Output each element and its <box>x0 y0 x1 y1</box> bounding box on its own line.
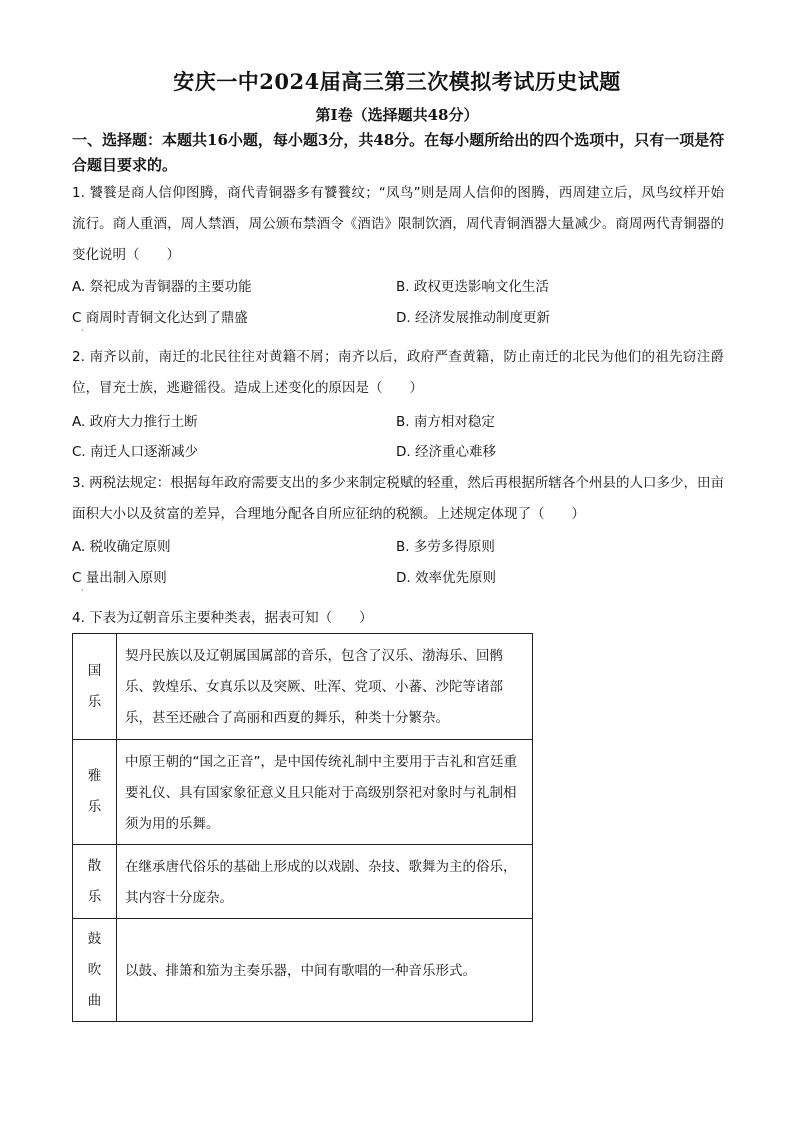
music-type-char: 国 <box>87 662 102 679</box>
question-1-option-a: A. 祭祀成为青铜器的主要功能 <box>72 279 252 295</box>
music-description-cell: 在继承唐代俗乐的基础上形成的以戏剧、杂技、歌舞为主的俗乐，其内容十分庞杂。 <box>117 845 533 919</box>
question-3-option-d: D. 效率优先原则 <box>396 570 496 586</box>
question-2-option-d: D. 经济重心难移 <box>396 444 496 460</box>
question-3-option-a: A. 税收确定原则 <box>72 539 171 555</box>
section-instructions: 一、选择题：本题共16小题，每小题3分，共48分。在每小题所给出的四个选项中，只有一项是符合题目要求的。 <box>72 131 725 174</box>
exam-title: 安庆一中2024届高三第三次模拟考试历史试题 <box>173 69 621 94</box>
question-2-stem: 2. 南齐以前，南迁的北民往往对黄籍不屑；南齐以后，政府严查黄籍，防止南迁的北民为他们的祖先窃注爵位，冒充士族，逃避徭役。造成上述变化的原因是（ ） <box>72 349 724 396</box>
table-row <box>73 845 533 919</box>
question-1-option-c: C 商周时青铜文化达到了鼎盛 <box>72 310 248 326</box>
music-type-cell <box>73 634 117 740</box>
table-row <box>73 634 533 740</box>
music-type-char: 曲 <box>87 992 102 1009</box>
table-row <box>73 919 533 1022</box>
question-2-option-b: B. 南方相对稳定 <box>396 414 495 430</box>
music-description-cell: 契丹民族以及辽朝属国属部的音乐，包含了汉乐、渤海乐、回鹘乐、敦煌乐、女真乐以及突厥、吐浑、党项、小蕃、沙陀等诸部乐，甚至还融合了高丽和西夏的舞乐，种类十分繁杂。 <box>117 634 533 740</box>
music-type-char: 散 <box>87 857 102 874</box>
music-description-cell: 以鼓、排箫和笳为主奏乐器，中间有歌唱的一种音乐形式。 <box>117 919 533 1022</box>
music-type-cell <box>73 919 117 1022</box>
music-type-char: 吹 <box>87 961 102 978</box>
music-type-char: 雅 <box>87 768 102 784</box>
stray-dot: · <box>81 326 84 335</box>
music-type-cell <box>73 845 117 919</box>
stray-dot: · <box>81 586 84 595</box>
music-description-cell: 中原王朝的“国之正音”，是中国传统礼制中主要用于吉礼和宫廷重要礼仪、具有国家象征意义且只能对于高级别祭祀对象时与礼制相须为用的乐舞。 <box>117 740 533 845</box>
table-row <box>73 740 533 845</box>
music-type-char: 乐 <box>87 693 102 710</box>
music-type-char: 乐 <box>87 888 102 905</box>
music-type-char: 鼓 <box>87 930 102 947</box>
music-type-cell <box>73 740 117 845</box>
liao-music-table <box>72 633 533 1022</box>
question-2-option-a: A. 政府大力推行土断 <box>72 414 198 430</box>
question-1-option-d: D. 经济发展推动制度更新 <box>396 310 550 326</box>
question-1-stem: 1. 饕餮是商人信仰图腾，商代青铜器多有饕餮纹；“凤鸟”则是周人信仰的图腾，西周建立后，凤鸟纹样开始流行。商人重酒，周人禁酒，周公颁布禁酒令《酒诰》限制饮酒，周代青铜酒器大量减少。商周两代青铜器的变化说明（ ） <box>72 185 724 263</box>
question-3-option-c: C 量出制入原则 <box>72 570 167 586</box>
question-2-option-c: C. 南迁人口逐渐减少 <box>72 444 199 460</box>
music-type-char: 乐 <box>87 799 102 815</box>
paper-subtitle: 第Ⅰ卷（选择题共48分） <box>315 106 479 124</box>
question-3-option-b: B. 多劳多得原则 <box>396 539 495 555</box>
question-1-option-b: B. 政权更迭影响文化生活 <box>396 279 549 295</box>
question-3-stem: 3. 两税法规定：根据每年政府需要支出的多少来制定税赋的轻重，然后再根据所辖各个州县的人口多少，田亩面积大小以及贫富的差异，合理地分配各自所应征纳的税额。上述规定体现了（ ） <box>72 475 724 522</box>
question-4-stem: 4. 下表为辽朝音乐主要种类表，据表可知（ ） <box>72 610 373 626</box>
